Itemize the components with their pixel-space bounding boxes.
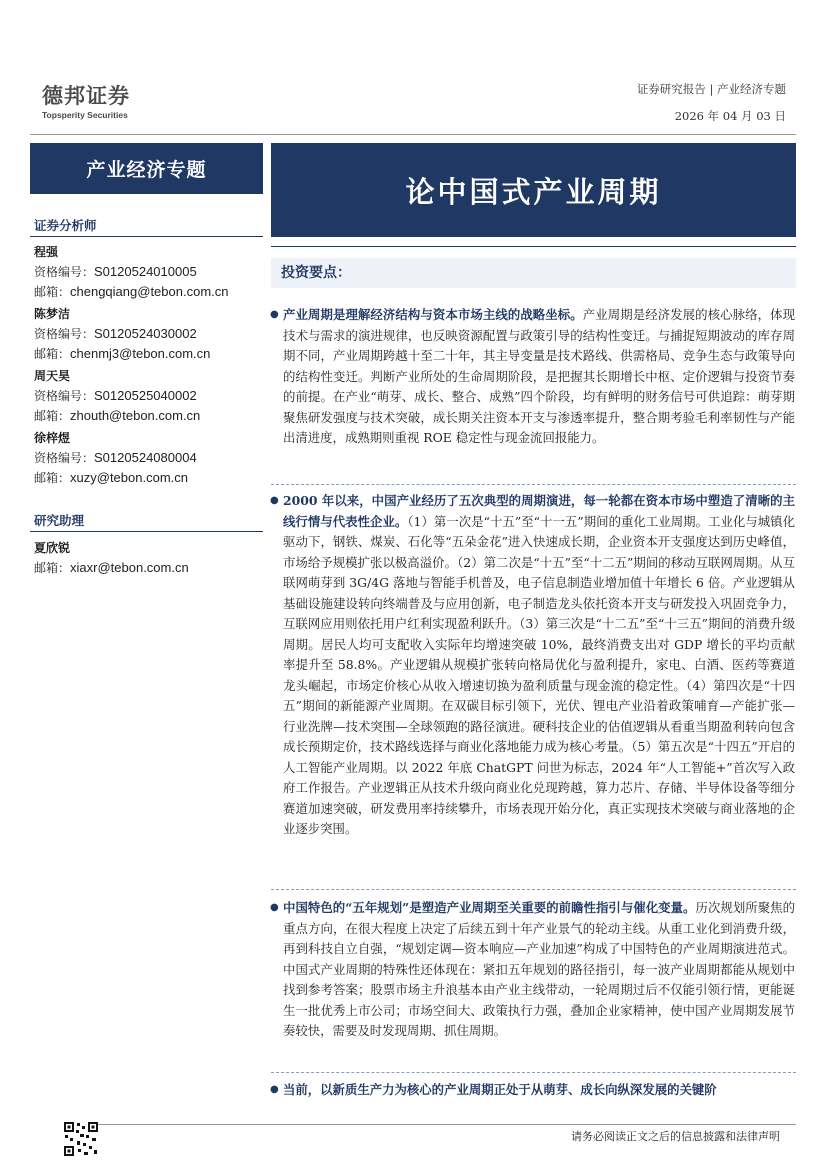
analyst-email: 邮箱：zhouth@tebon.com.cn bbox=[34, 408, 201, 423]
qr-code-icon bbox=[63, 1121, 99, 1157]
assistant-name: 夏欣锐 bbox=[34, 541, 71, 555]
logo-chinese: 德邦证券 bbox=[42, 84, 130, 108]
section-banner: 产业经济专题 bbox=[30, 143, 263, 194]
bullet-icon: ● bbox=[270, 1084, 279, 1095]
assistant-email: 邮箱：xiaxr@tebon.com.cn bbox=[34, 560, 189, 575]
key-point bbox=[270, 305, 795, 449]
brand-logo bbox=[42, 84, 130, 120]
analyst-email: 邮箱：xuzy@tebon.com.cn bbox=[34, 470, 188, 485]
analyst-cert: 资格编号：S0120524080004 bbox=[34, 450, 197, 465]
logo-english: Topsperity Securities bbox=[42, 110, 128, 120]
analyst-card bbox=[34, 304, 210, 364]
key-point-body: （1）第一次是“十五”至“十一五”期间的重化工业周期。工业化与城镇化驱动下，钢铁、煤炭、石化等“五朵金花”进入快速成长期，企业资本开支强度达到历史峰值，市场给予规模扩张以极高溢价。（2）第二次是“十五”至“十二五”期间的移动互联网周期。从互联网萌芽到 3G/4G 落地与智能手机普及，电子信息制造业增加值十年增长 6 倍。产业逻辑从基础设施建设转向终端普及与应用创新，电子制造龙头依托资本开支与研发投入巩固竞争力，互联网应用则依托用户红利实现盈利跃升。（3）第三次是“十二五”至“十三五”期间的消费升级周期。居民人均可支配收入实际年均增速突破 10%，最终消费支出对 GDP 增长的平均贡献率提升至 58.8%。产业逻辑从规模扩张转向格局优化与盈利提升，家电、白酒、医药等赛道龙头崛起，市场定价核心从收入增速切换为盈利质量与现金流的稳定性。（4）第四次是“十四五”期间的新能源产业周期。在双碳目标引领下，光伏、锂电产业沿着政策哺育—产能扩张—行业洗牌—技术突围—全球领跑的路径演进。硬科技企业的估值逻辑从看重当期盈利转向包含成长预期定价，技术路线选择与商业化落地能力成为核心考量。（5）第五次是“十四五”开启的人工智能产业周期。以 2022 年底 ChatGPT 问世为标志，2024 年“人工智能+”首次写入政府工作报告。产业逻辑正从技术升级向商业化兑现跨越，算力芯片、存储、半导体设备等细分赛道加速突破，研发费用率持续攀升，市场表现开始分化，真正实现技术突破与商业落地的企业逐步突围。 bbox=[283, 513, 795, 836]
analyst-cert: 资格编号：S0120524030002 bbox=[34, 326, 197, 341]
key-point bbox=[270, 1080, 795, 1101]
bullet-icon: ● bbox=[270, 309, 279, 320]
section-divider bbox=[271, 1072, 796, 1073]
key-point-lead: 当前，以新质生产力为核心的产业周期正处于从萌芽、成长向纵深发展的关键阶 bbox=[283, 1082, 717, 1097]
analyst-cert: 资格编号：S0120524010005 bbox=[34, 264, 197, 279]
header-divider bbox=[30, 134, 796, 135]
key-point bbox=[270, 898, 796, 1042]
analyst-email: 邮箱：chenmj3@tebon.com.cn bbox=[34, 346, 211, 361]
title-divider bbox=[271, 246, 796, 247]
report-category: 证券研究报告 | 产业经济专题 bbox=[636, 82, 786, 96]
key-point-lead: 2000 年以来，中国产业经历了五次典型的周期演进，每一轮都在资本市场中塑造了清晰的主线行情与代表性企业。 bbox=[283, 493, 795, 529]
analyst-card bbox=[34, 428, 197, 488]
report-meta bbox=[637, 82, 786, 123]
analyst-email: 邮箱：chengqiang@tebon.com.cn bbox=[34, 284, 229, 299]
assistant-card bbox=[34, 538, 189, 578]
analyst-name: 周天昊 bbox=[34, 369, 71, 383]
key-point-lead: 产业周期是理解经济结构与资本市场主线的战略坐标。 bbox=[283, 307, 583, 322]
analyst-name: 陈梦洁 bbox=[34, 307, 71, 321]
analyst-card bbox=[34, 242, 229, 302]
footer-divider bbox=[98, 1124, 796, 1125]
section-divider bbox=[271, 889, 796, 890]
analyst-card bbox=[34, 366, 200, 426]
section-divider bbox=[271, 484, 796, 485]
report-date: 2026 年 04 月 03 日 bbox=[674, 109, 786, 123]
report-title: 论中国式产业周期 bbox=[271, 143, 796, 237]
key-points-heading: 投资要点： bbox=[271, 258, 796, 288]
key-point bbox=[270, 491, 795, 840]
bullet-icon: ● bbox=[270, 902, 279, 913]
key-point-body: 产业周期是经济发展的核心脉络，体现技术与需求的演进规律，也反映资源配置与政策引导的结构性变迁。与捕捉短期波动的库存周期不同，产业周期跨越十至二十年，其主导变量是技术路线、供需格局、竞争生态与政策导向的结构性变迁。判断产业所处的生命周期阶段，是把握其长期增长中枢、定价逻辑与投资节奏的前提。在产业“萌芽、成长、整合、成熟”四个阶段，均有鲜明的财务信号可供追踪：萌芽期聚焦研发强度与技术突破，成长期关注资本开支与渗透率提升，整合期考验毛利率韧性与产能出清进度，成熟期则重视 ROE 稳定性与现金流回报能力。 bbox=[283, 307, 795, 445]
analyst-cert: 资格编号：S0120525040002 bbox=[34, 388, 197, 403]
key-point-body: 历次规划所聚焦的重点方向，在很大程度上决定了后续五到十年产业景气的轮动主线。从重工业化到消费升级，再到科技自立自强，“规划定调—资本响应—产业加速”构成了中国特色的产业周期演进范式。中国式产业周期的特殊性还体现在：紧扣五年规划的路径指引，每一波产业周期都能从规划中找到参考答案；股票市场主升浪基本由产业主线带动，一轮周期过后不仅能引领行情，更能诞生一批优秀上市公司；市场空间大、政策执行力强，叠加企业家精神，使中国产业周期发展节奏较快，需要及时发现周期、抓住周期。 bbox=[283, 900, 796, 1038]
analysts-label: 证券分析师 bbox=[30, 215, 263, 237]
assistant-label: 研究助理 bbox=[30, 510, 263, 532]
analyst-name: 徐梓煜 bbox=[34, 431, 71, 445]
bullet-icon: ● bbox=[270, 495, 279, 506]
key-point-lead: 中国特色的“五年规划”是塑造产业周期至关重要的前瞻性指引与催化变量。 bbox=[283, 900, 696, 915]
footer-disclaimer: 请务必阅读正文之后的信息披露和法律声明 bbox=[571, 1130, 780, 1143]
analyst-name: 程强 bbox=[34, 245, 59, 259]
